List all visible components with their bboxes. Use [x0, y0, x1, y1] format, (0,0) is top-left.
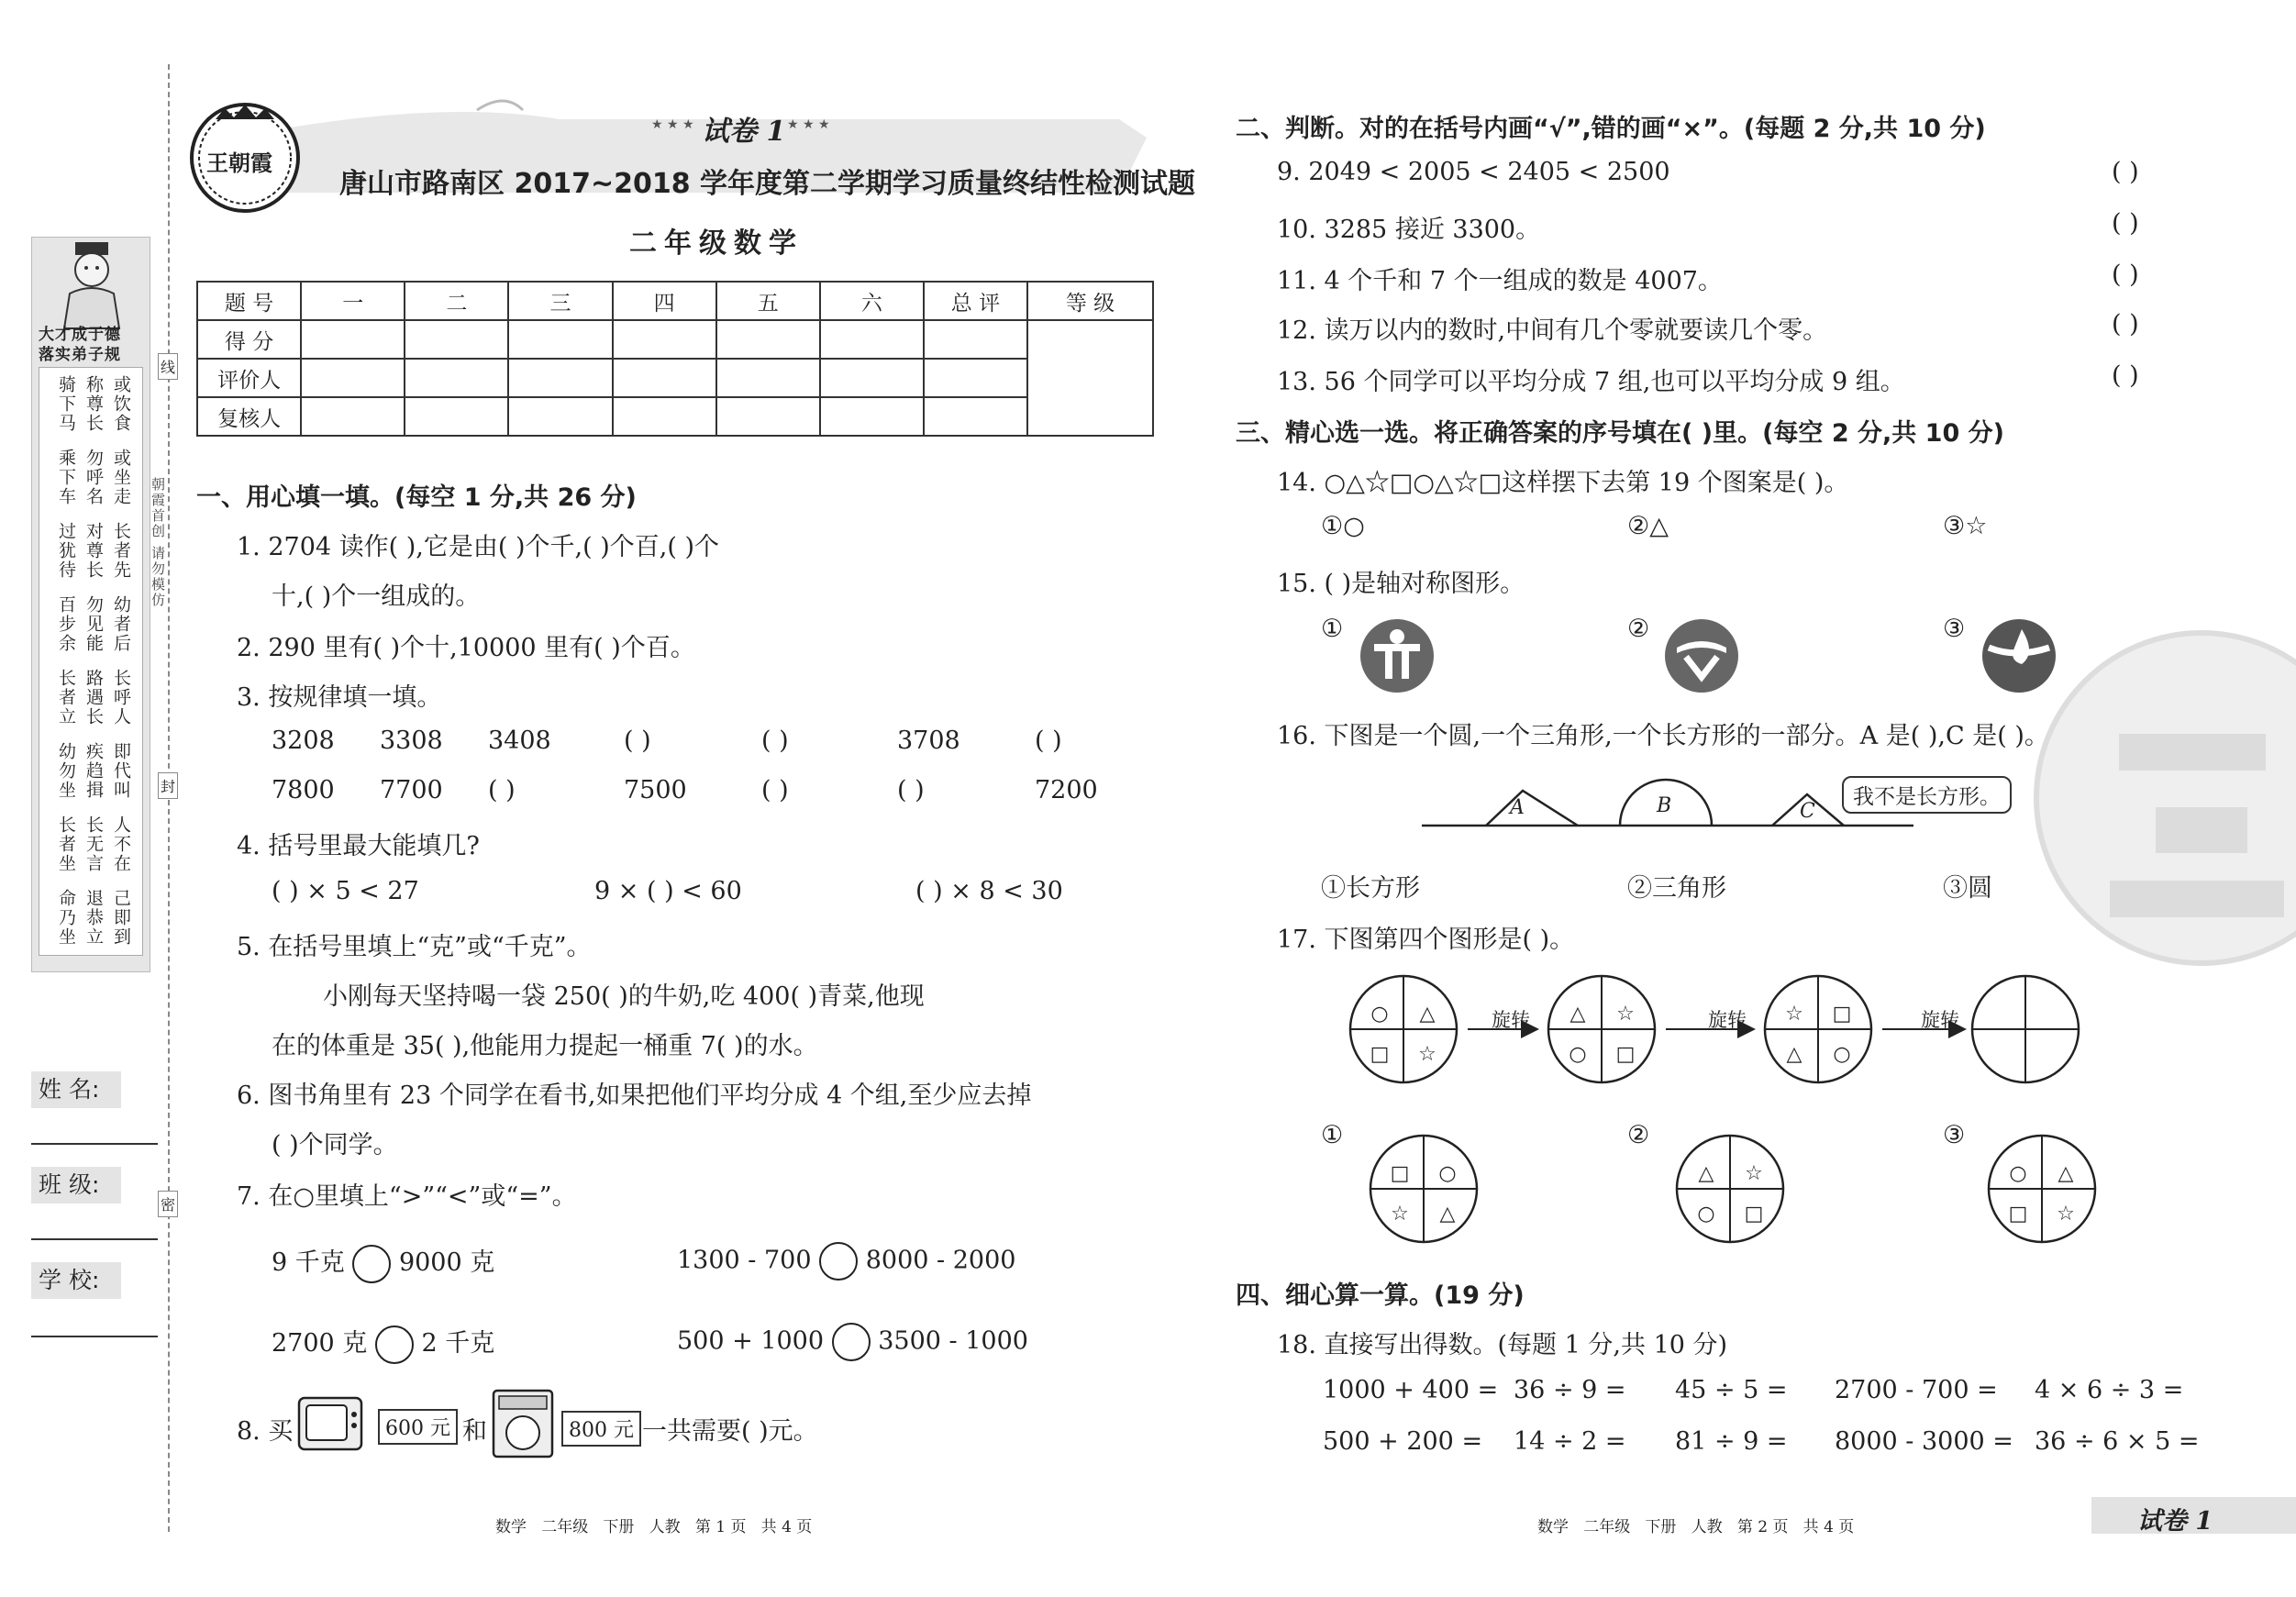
svg-text:○: ○: [1569, 1043, 1587, 1066]
q16-option-2[interactable]: ②三角形: [1627, 874, 1726, 903]
compare-circle[interactable]: [819, 1242, 858, 1281]
judge-item: 11. 4 个千和 7 个一组成的数是 4007。: [1277, 267, 1723, 295]
copyright-notice: 朝霞首创 请勿模仿: [150, 477, 166, 608]
q16-option-3[interactable]: ③圆: [1943, 874, 1992, 903]
q15-num-3: ③: [1943, 615, 1966, 643]
score-table-header: 题 号 一 二 三 四 五 六 总 评 等 级: [197, 282, 1153, 320]
q5-line2: 在的体重是 35( ),他能用力提起一桶重 7( )的水。: [272, 1032, 818, 1060]
side-verses: 骑下马 称尊长 或饮食 乘下车 勿呼名 或坐走 过犹待 对尊长 长者先 百步余 勿见能 幼者后 长者立 路遇长 长呼人 幼勿坐 疾趋揖 即代叫 长者坐 长无言 人不在 命乃坐 退恭立 己即到: [39, 367, 143, 956]
calc-item: 2700 - 700 =: [1835, 1376, 1998, 1404]
svg-text:□: □: [1370, 1043, 1390, 1066]
judge-item: 12. 读万以内的数时,中间有几个零就要读几个零。: [1277, 316, 1828, 345]
seq1-item: 3208: [272, 726, 335, 755]
compare-circle[interactable]: [375, 1325, 414, 1364]
q14: 14. ○△☆□○△☆□这样摆下去第 19 个图案是( )。: [1277, 469, 1849, 497]
svg-text:☆: ☆: [1616, 1003, 1635, 1026]
speech-bubble: 我不是长方形。: [1842, 776, 2012, 814]
calc-item: 1000 + 400 =: [1323, 1376, 1499, 1404]
calc-item: 36 ÷ 9 =: [1514, 1376, 1626, 1404]
seq2-blank[interactable]: ( ): [897, 776, 925, 804]
calc-item: 81 ÷ 9 =: [1675, 1427, 1788, 1456]
seq1-blank[interactable]: ( ): [761, 726, 789, 755]
q5: 5. 在括号里填上“克”或“千克”。: [237, 933, 592, 961]
q17: 17. 下图第四个图形是( )。: [1277, 926, 1575, 954]
q8-prefix: 8. 买: [237, 1417, 294, 1446]
q15: 15. ( )是轴对称图形。: [1277, 570, 1525, 598]
q16-option-1[interactable]: ①长方形: [1321, 874, 1420, 903]
q1-line1: 1. 2704 读作( ),它是由( )个千,( )个百,( )个: [237, 533, 719, 561]
calc-item: 14 ÷ 2 =: [1514, 1427, 1626, 1456]
judge-answer[interactable]: ( ): [2112, 361, 2139, 390]
svg-text:□: □: [1615, 1043, 1636, 1066]
tv-icon: [295, 1392, 367, 1457]
name-label: 姓 名:: [31, 1071, 121, 1108]
svg-text:△: △: [1698, 1162, 1714, 1185]
calc-item: 4 × 6 ÷ 3 =: [2035, 1376, 2184, 1404]
railway-logo-icon[interactable]: [1358, 616, 1436, 695]
footer-tag: 试卷 1: [2137, 1507, 2213, 1536]
seal-char-2: 封: [158, 772, 178, 799]
rotate-label: 旋转: [1921, 1009, 1959, 1031]
judge-item: 9. 2049 < 2005 < 2405 < 2500: [1277, 158, 1670, 186]
q16: 16. 下图是一个圆,一个三角形,一个长方形的一部分。A 是( ),C 是( )。: [1277, 722, 2049, 750]
calc-item: 45 ÷ 5 =: [1675, 1376, 1788, 1404]
svg-text:☆: ☆: [2057, 1203, 2075, 1225]
label-C: C: [1800, 800, 1815, 823]
stars-right: ★ ★ ★: [787, 117, 830, 132]
q15-num-1: ①: [1321, 615, 1344, 643]
section-3-heading: 三、精心选一选。将正确答案的序号填在( )里。(每空 2 分,共 10 分): [1236, 419, 2004, 448]
compare-circle[interactable]: [832, 1323, 871, 1361]
judge-item: 10. 3285 接近 3300。: [1277, 216, 1541, 244]
q2: 2. 290 里有( )个十,10000 里有( )个百。: [237, 634, 695, 662]
scholar-illustration: [55, 240, 128, 332]
washing-machine-icon: [488, 1387, 558, 1460]
svg-text:○: ○: [1833, 1043, 1851, 1066]
q4: 4. 括号里最大能填几?: [237, 832, 480, 860]
judge-item: 13. 56 个同学可以平均分成 7 组,也可以平均分成 9 组。: [1277, 368, 1905, 396]
q3: 3. 按规律填一填。: [237, 683, 442, 712]
compare-3: 2700 克 2 千克: [272, 1323, 494, 1364]
compare-circle[interactable]: [352, 1245, 391, 1283]
school-line[interactable]: [31, 1336, 158, 1337]
v-shield-logo-icon[interactable]: [1662, 616, 1741, 695]
seq2-blank[interactable]: ( ): [761, 776, 789, 804]
svg-text:△: △: [1786, 1043, 1802, 1066]
svg-text:☆: ☆: [1785, 1003, 1803, 1026]
svg-text:○: ○: [1697, 1203, 1715, 1225]
judge-answer[interactable]: ( ): [2112, 310, 2139, 338]
q5-line1: 小刚每天坚持喝一袋 250( )的牛奶,吃 400( )青菜,他现: [323, 982, 925, 1011]
compare-1: 9 千克 9000 克: [272, 1242, 494, 1283]
calc-item: 8000 - 3000 =: [1835, 1427, 2013, 1456]
seq2-item: 7700: [380, 776, 443, 804]
svg-text:□: □: [1744, 1203, 1764, 1225]
q14-option-3[interactable]: ③☆: [1943, 512, 1988, 540]
side-motto-1: 大才成于德: [39, 326, 121, 344]
score-row: 得 分: [197, 320, 1153, 359]
compare-4: 500 + 1000 3500 - 1000: [677, 1323, 1028, 1361]
rotate-label: 旋转: [1492, 1009, 1530, 1031]
q14-option-1[interactable]: ①○: [1321, 512, 1365, 540]
svg-text:☆: ☆: [1418, 1043, 1436, 1066]
q17-num-2: ②: [1627, 1121, 1650, 1149]
q17-num-3: ③: [1943, 1121, 1966, 1149]
seq1-blank[interactable]: ( ): [1035, 726, 1062, 755]
calc-item: 36 ÷ 6 × 5 =: [2035, 1427, 2200, 1456]
name-line[interactable]: [31, 1143, 158, 1145]
judge-answer[interactable]: ( ): [2112, 158, 2139, 186]
svg-text:☆: ☆: [1391, 1203, 1409, 1225]
q4-c: ( ) × 8 < 30: [915, 877, 1063, 905]
svg-text:○: ○: [1438, 1162, 1457, 1185]
seal-watermark-icon: [2027, 624, 2296, 972]
footer-left: 数学 二年级 下册 人教 第 1 页 共 4 页: [495, 1518, 813, 1536]
seq2-item: 7200: [1035, 776, 1098, 804]
subject-title: 二年级数学: [629, 227, 804, 260]
label-B: B: [1657, 794, 1672, 817]
stars-left: ★ ★ ★: [651, 117, 694, 132]
washer-price: 800 元: [561, 1411, 641, 1447]
q8-suffix: 一共需要( )元。: [642, 1417, 818, 1446]
q15-num-2: ②: [1627, 615, 1650, 643]
footer-right: 数学 二年级 下册 人教 第 2 页 共 4 页: [1537, 1518, 1855, 1536]
svg-text:□: □: [2008, 1203, 2028, 1225]
school-label: 学 校:: [31, 1262, 121, 1299]
seq2-blank[interactable]: ( ): [488, 776, 516, 804]
q7: 7. 在○里填上“>”“<”或“=”。: [237, 1182, 577, 1211]
class-line[interactable]: [31, 1238, 158, 1240]
label-A: A: [1510, 796, 1525, 819]
q4-b: 9 × ( ) < 60: [594, 877, 742, 905]
q4-a: ( ) × 5 < 27: [272, 877, 419, 905]
q6-line2: ( )个同学。: [272, 1131, 398, 1159]
svg-text:○: ○: [1370, 1003, 1389, 1026]
rotate-label: 旋转: [1708, 1009, 1747, 1031]
svg-text:□: □: [1832, 1003, 1852, 1026]
seq2-item: 7500: [624, 776, 687, 804]
seq1-item: 3408: [488, 726, 551, 755]
checker-row: 复核人: [197, 397, 1153, 436]
svg-text:☆: ☆: [1745, 1162, 1763, 1185]
q17-num-1: ①: [1321, 1121, 1344, 1149]
logo-text: 王朝霞: [206, 150, 272, 176]
reviewer-row: 评价人: [197, 359, 1153, 397]
seal-char-3: 密: [158, 1191, 178, 1217]
q18: 18. 直接写出得数。(每题 1 分,共 10 分): [1277, 1331, 1728, 1359]
seq1-item: 3308: [380, 726, 443, 755]
judge-answer[interactable]: ( ): [2112, 209, 2139, 238]
judge-answer[interactable]: ( ): [2112, 261, 2139, 289]
score-table: [196, 281, 1154, 437]
compare-2: 1300 - 700 8000 - 2000: [677, 1242, 1015, 1281]
section-2-heading: 二、判断。对的在括号内画“√”,错的画“×”。(每题 2 分,共 10 分): [1236, 115, 1986, 143]
drop-logo-icon[interactable]: [1980, 616, 2058, 695]
seal-char-1: 线: [158, 353, 178, 380]
q6-line1: 6. 图书角里有 23 个同学在看书,如果把他们平均分成 4 个组,至少应去掉: [237, 1081, 1032, 1110]
section-4-heading: 四、细心算一算。(19 分): [1236, 1281, 1525, 1310]
class-label: 班 级:: [31, 1167, 121, 1203]
q1-line2: 十,( )个一组成的。: [272, 582, 481, 611]
seq2-item: 7800: [272, 776, 335, 804]
svg-text:□: □: [1390, 1162, 1410, 1185]
svg-text:△: △: [1439, 1203, 1456, 1225]
calc-item: 500 + 200 =: [1323, 1427, 1483, 1456]
side-motto-2: 落实弟子规: [39, 346, 121, 364]
q8-and: 和: [462, 1417, 487, 1446]
seq1-item: 3708: [897, 726, 960, 755]
svg-text:△: △: [2058, 1162, 2074, 1185]
tv-price: 600 元: [378, 1409, 458, 1445]
section-1-heading: 一、用心填一填。(每空 1 分,共 26 分): [196, 483, 637, 512]
exam-number: 试卷 1: [702, 116, 786, 148]
header-banner: [174, 92, 1165, 220]
q17-options[interactable]: [1367, 1132, 2101, 1246]
exam-title: 唐山市路南区 2017~2018 学年度第二学期学习质量终结性检测试题: [339, 168, 1196, 200]
svg-text:△: △: [1419, 1003, 1436, 1026]
q14-option-2[interactable]: ②△: [1627, 512, 1669, 540]
svg-text:△: △: [1569, 1003, 1586, 1026]
seq1-blank[interactable]: ( ): [624, 726, 651, 755]
svg-text:○: ○: [2009, 1162, 2027, 1185]
